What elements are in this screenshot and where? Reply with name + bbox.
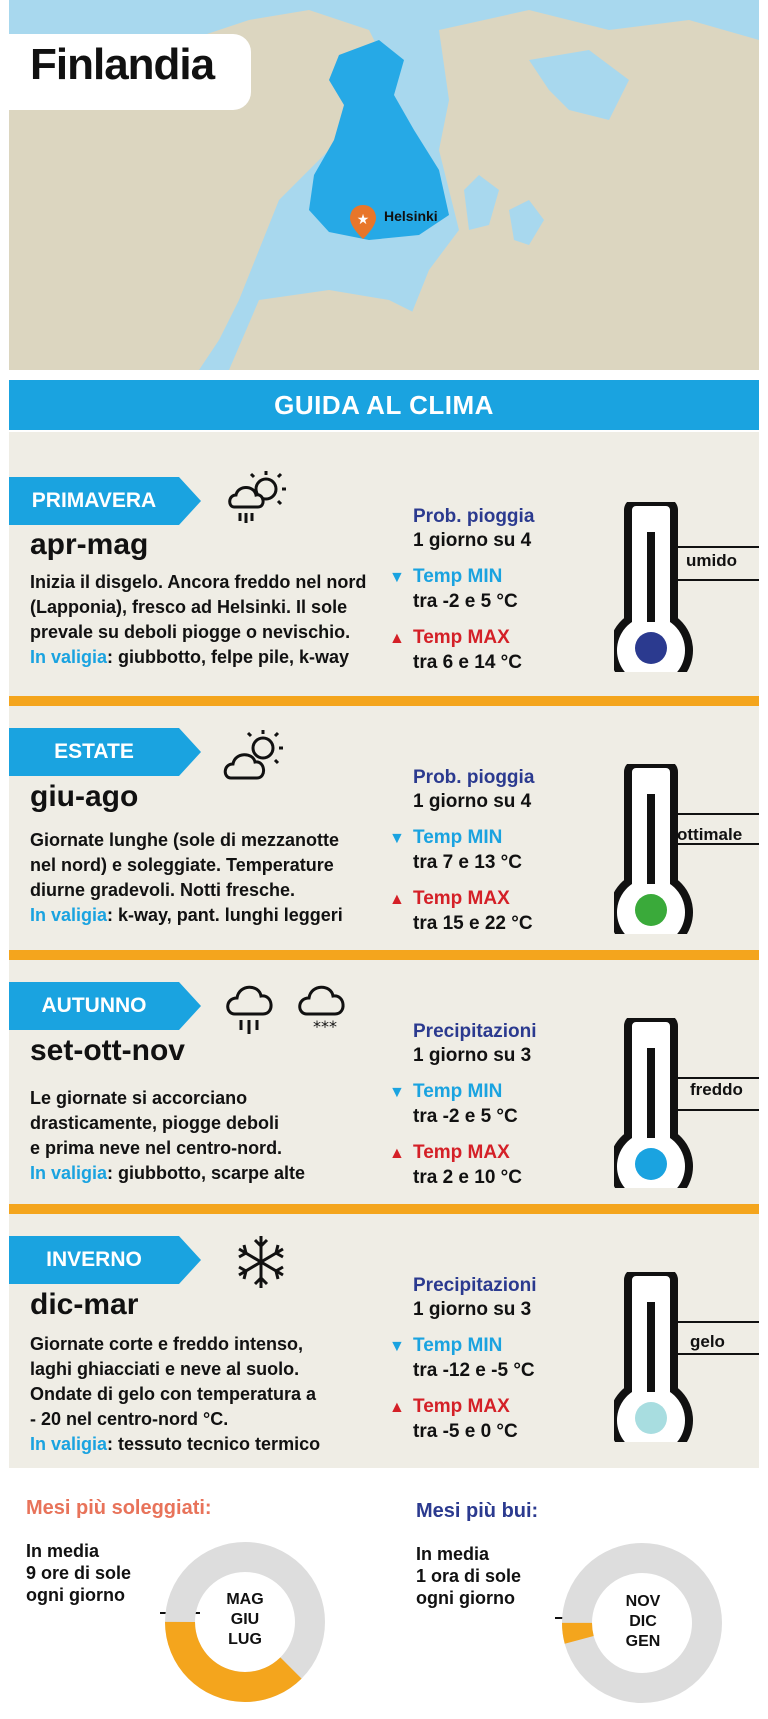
season-months: set-ott-nov <box>30 1034 185 1067</box>
max-stat <box>389 626 609 675</box>
month-label: NOV <box>625 1593 661 1610</box>
text-line: In media <box>416 1544 490 1564</box>
month-label: GEN <box>625 1633 661 1650</box>
season-stats <box>389 1020 609 1202</box>
rain-stat <box>389 766 609 814</box>
season-summer <box>9 706 759 950</box>
down-triangle-icon: ▼ <box>389 1084 405 1101</box>
sunny-months <box>220 1590 270 1650</box>
min-label: Temp MIN <box>413 1081 503 1102</box>
rain-value: 1 giorno su 4 <box>413 530 532 551</box>
season-spring <box>9 432 759 696</box>
luggage-text: : giubbotto, felpe pile, k-way <box>107 647 350 667</box>
month-label: MAG <box>226 1591 264 1608</box>
luggage-line <box>30 645 390 670</box>
rain-stat <box>389 505 609 553</box>
city-label: Helsinki <box>384 208 438 224</box>
min-stat <box>389 1080 609 1129</box>
text-line: 1 ora di sole <box>416 1566 522 1586</box>
season-tag-label: AUTUNNO <box>41 994 147 1017</box>
rain-value: 1 giorno su 3 <box>413 1299 532 1320</box>
season-description <box>30 570 390 670</box>
thermometer-label: ottimale <box>677 825 743 844</box>
desc-line: Le giornate si accorciano <box>30 1088 248 1108</box>
sun-cloud-icon <box>221 728 291 793</box>
month-label: LUG <box>228 1631 262 1648</box>
section-divider <box>9 950 759 960</box>
text-line: ogni giorno <box>26 1585 125 1605</box>
text-line: In media <box>26 1541 100 1561</box>
desc-line: e prima neve nel centro-nord. <box>30 1138 283 1158</box>
luggage-text: : giubbotto, scarpe alte <box>107 1163 306 1183</box>
up-triangle-icon: ▲ <box>389 891 405 908</box>
season-description <box>30 1086 390 1186</box>
min-value: tra -2 e 5 °C <box>413 591 518 612</box>
min-label: Temp MIN <box>413 1335 503 1356</box>
luggage-label: In valigia <box>30 1163 108 1183</box>
max-label: Temp MAX <box>413 1396 510 1417</box>
max-value: tra 2 e 10 °C <box>413 1167 522 1188</box>
min-label: Temp MIN <box>413 827 503 848</box>
luggage-line <box>30 1432 390 1457</box>
sunny-title: Mesi più soleggiati: <box>26 1497 212 1519</box>
svg-text:★: ★ <box>356 212 370 228</box>
season-tag <box>9 728 179 776</box>
min-value: tra -2 e 5 °C <box>413 1106 518 1127</box>
season-tag-label: ESTATE <box>54 740 134 763</box>
rain-label: Precipitazioni <box>413 1021 537 1042</box>
dark-months <box>618 1592 668 1652</box>
down-triangle-icon: ▼ <box>389 569 405 586</box>
max-label: Temp MAX <box>413 1142 510 1163</box>
desc-line: Giornate corte e freddo intenso, <box>30 1334 304 1354</box>
sun-rain-cloud-icon <box>224 467 294 532</box>
season-tag <box>9 477 179 525</box>
desc-line: nel nord) e soleggiate. Temperature <box>30 855 334 875</box>
desc-line: - 20 nel centro-nord °C. <box>30 1409 229 1429</box>
text-line: 9 ore di sole <box>26 1563 132 1583</box>
min-value: tra 7 e 13 °C <box>413 852 522 873</box>
max-stat <box>389 1141 609 1190</box>
max-label: Temp MAX <box>413 888 510 909</box>
rain-label: Prob. pioggia <box>413 767 535 788</box>
min-label: Temp MIN <box>413 566 503 587</box>
luggage-label: In valigia <box>30 647 108 667</box>
up-triangle-icon: ▲ <box>389 1145 405 1162</box>
season-months: dic-mar <box>30 1288 139 1321</box>
desc-line: laghi ghiacciati e neve al suolo. <box>30 1359 300 1379</box>
luggage-label: In valigia <box>30 905 108 925</box>
thermometer-label: gelo <box>690 1332 725 1351</box>
thermometer-icon <box>614 1272 759 1442</box>
snowflake-icon <box>231 1232 291 1297</box>
max-label: Temp MAX <box>413 627 510 648</box>
max-stat <box>389 887 609 936</box>
location-pin-icon <box>350 205 376 244</box>
desc-line: Ondate di gelo con temperatura a <box>30 1384 317 1404</box>
luggage-text: : k-way, pant. lunghi leggeri <box>107 905 343 925</box>
season-tag <box>9 1236 179 1284</box>
season-tag <box>9 982 179 1030</box>
guide-banner: GUIDA AL CLIMA <box>9 380 759 430</box>
max-value: tra -5 e 0 °C <box>413 1421 518 1442</box>
season-winter <box>9 1214 759 1468</box>
season-tag-label: PRIMAVERA <box>31 489 157 512</box>
rain-label: Prob. pioggia <box>413 506 535 527</box>
thermometer-label: umido <box>686 551 737 570</box>
thermometer-label: freddo <box>690 1080 743 1099</box>
thermometer-icon <box>614 1018 759 1188</box>
max-value: tra 6 e 14 °C <box>413 652 522 673</box>
max-stat <box>389 1395 609 1444</box>
desc-line: (Lapponia), fresco ad Helsinki. Il sole <box>30 597 348 617</box>
luggage-label: In valigia <box>30 1434 108 1454</box>
desc-line: Inizia il disgelo. Ancora freddo nel nord <box>30 572 367 592</box>
rain-stat <box>389 1020 609 1068</box>
season-stats <box>389 505 609 687</box>
svg-text:***: *** <box>313 1017 337 1036</box>
section-divider <box>9 696 759 706</box>
rain-value: 1 giorno su 4 <box>413 791 532 812</box>
desc-line: prevale su deboli piogge o nevischio. <box>30 622 351 642</box>
luggage-line <box>30 1161 390 1186</box>
rain-stat <box>389 1274 609 1322</box>
down-triangle-icon: ▼ <box>389 1338 405 1355</box>
season-months: apr-mag <box>30 528 149 561</box>
page-title: Finlandia <box>30 40 215 89</box>
min-stat <box>389 1334 609 1383</box>
rain-snow-cloud-icon <box>223 980 363 1045</box>
season-description <box>30 1332 390 1457</box>
rain-value: 1 giorno su 3 <box>413 1045 532 1066</box>
down-triangle-icon: ▼ <box>389 830 405 847</box>
season-tag-label: INVERNO <box>46 1248 142 1271</box>
desc-line: Giornate lunghe (sole di mezzanotte <box>30 830 340 850</box>
dark-text <box>416 1543 521 1609</box>
rain-label: Precipitazioni <box>413 1275 537 1296</box>
max-value: tra 15 e 22 °C <box>413 913 533 934</box>
luggage-text: : tessuto tecnico termico <box>107 1434 321 1454</box>
min-stat <box>389 565 609 614</box>
desc-line: diurne gradevoli. Notti fresche. <box>30 880 296 900</box>
thermometer-icon <box>614 502 759 672</box>
month-label: DIC <box>629 1613 657 1630</box>
up-triangle-icon: ▲ <box>389 630 405 647</box>
desc-line: drasticamente, piogge deboli <box>30 1113 280 1133</box>
month-label: GIU <box>230 1611 260 1628</box>
sunny-text <box>26 1540 131 1606</box>
season-months: giu-ago <box>30 780 139 813</box>
min-value: tra -12 e -5 °C <box>413 1360 535 1381</box>
text-line: ogni giorno <box>416 1588 515 1608</box>
thermometer-icon <box>614 764 759 934</box>
luggage-line <box>30 903 390 928</box>
min-stat <box>389 826 609 875</box>
season-description <box>30 828 390 928</box>
season-stats <box>389 1274 609 1456</box>
dark-title: Mesi più bui: <box>416 1500 539 1522</box>
section-divider <box>9 1204 759 1214</box>
season-autumn <box>9 960 759 1204</box>
up-triangle-icon: ▲ <box>389 1399 405 1416</box>
season-stats <box>389 766 609 948</box>
